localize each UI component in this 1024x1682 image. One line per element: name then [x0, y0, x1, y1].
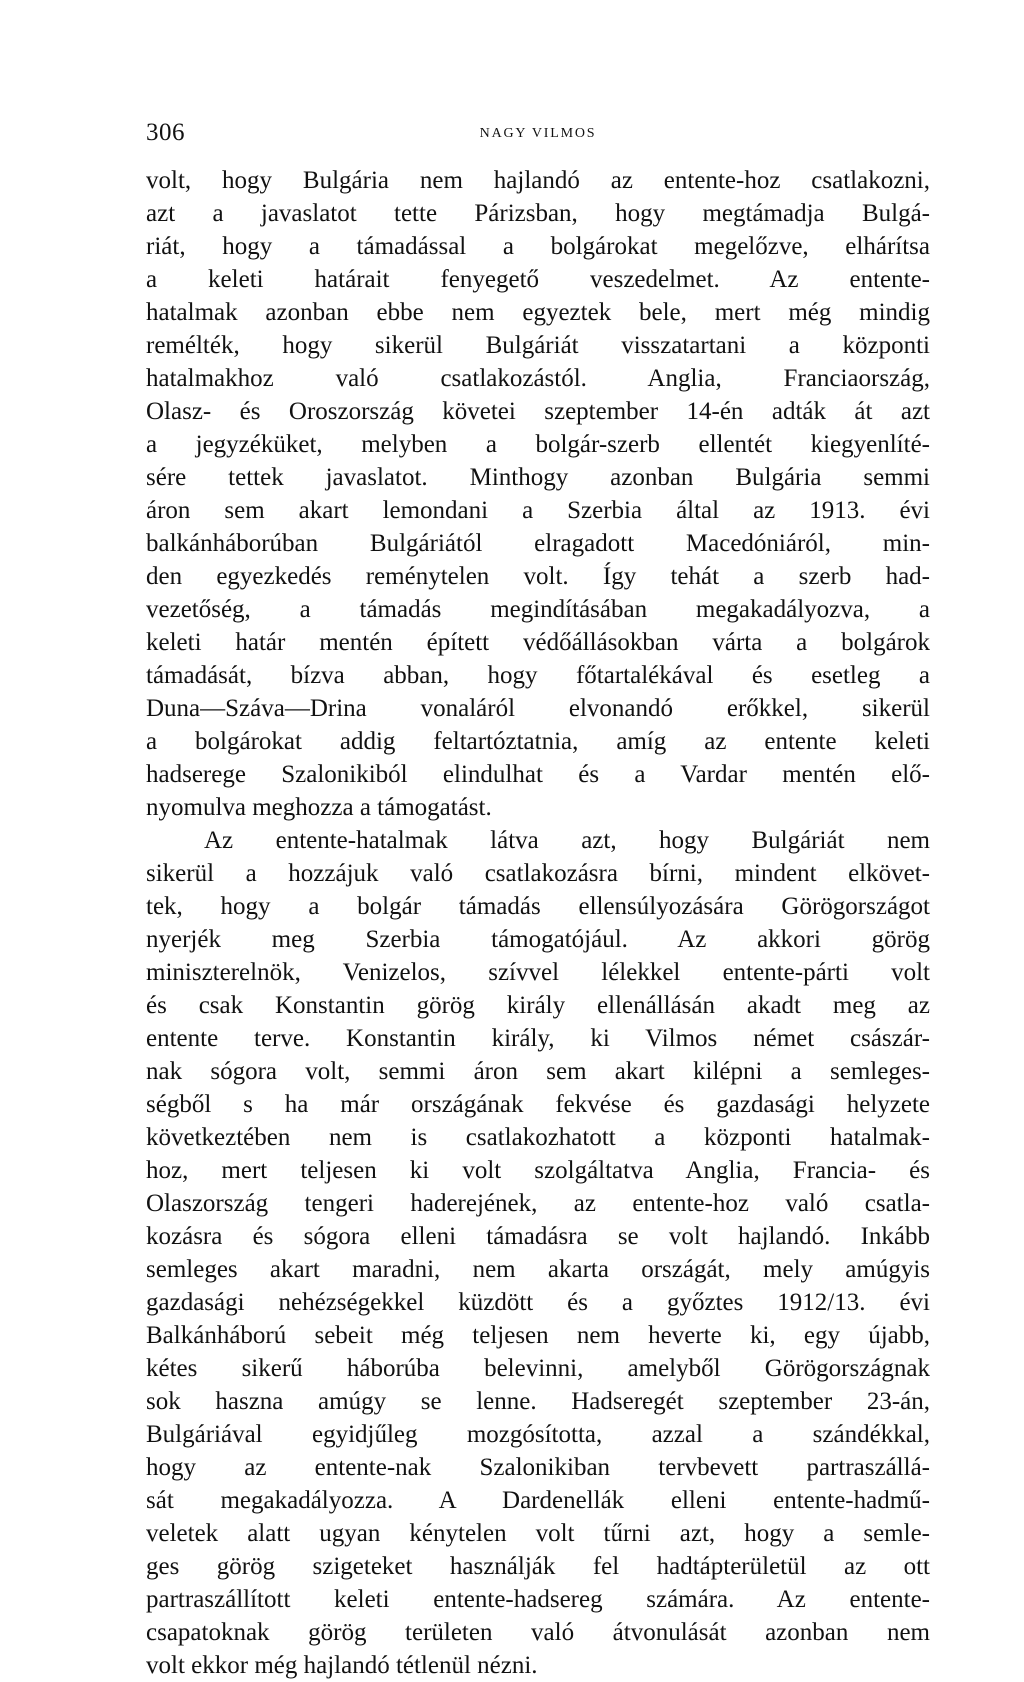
text-line: sére tettek javaslatot. Minthogy azonban Bulgária semmi [146, 464, 930, 491]
text-line: következtében nem is csatlakozhatott a központi hatalmak- [146, 1124, 930, 1151]
text-line: Olaszország tengeri haderejének, az entente-hoz való csatla- [146, 1190, 930, 1217]
text-line: csapatoknak görög területen való átvonulását azonban nem [146, 1619, 930, 1646]
text-line: gazdasági nehézségekkel küzdött és a győztes 1912/13. évi [146, 1289, 930, 1316]
running-title: NAGY VILMOS [479, 126, 597, 141]
text-line: hadserege Szalonikiból elindulhat és a Vardar mentén elő- [146, 761, 930, 788]
paragraph-2 [146, 824, 930, 1682]
text-line: a jegyzéküket, melyben a bolgár-szerb ellentét kiegyenlíté- [146, 431, 930, 458]
text-line: miniszterelnök, Venizelos, szívvel lélekkel entente-párti volt [146, 959, 930, 986]
text-line: Duna—Száva—Drina vonaláról elvonandó erőkkel, sikerül [146, 695, 930, 722]
text-line: kozásra és sógora elleni támadásra se volt hajlandó. Inkább [146, 1223, 930, 1250]
text-line: keleti határ mentén épített védőállásokban várta a bolgárok [146, 629, 930, 656]
text-line: partraszállított keleti entente-hadsereg számára. Az entente- [146, 1586, 930, 1613]
text-line: támadását, bízva abban, hogy főtartalékával és esetleg a [146, 662, 930, 689]
text-line: Balkánháború sebeit még teljesen nem heverte ki, egy újabb, [146, 1322, 930, 1349]
text-line: den egyezkedés reménytelen volt. Így tehát a szerb had- [146, 563, 930, 590]
text-line: azt a javaslatot tette Párizsban, hogy megtámadja Bulgá- [146, 200, 930, 227]
text-line: riát, hogy a támadással a bolgárokat megelőzve, elhárítsa [146, 233, 930, 260]
text-line: a keleti határait fenyegető veszedelmet. Az entente- [146, 266, 930, 293]
text-line: veletek alatt ugyan kénytelen volt tűrni azt, hogy a semle- [146, 1520, 930, 1547]
text-line: volt ekkor még hajlandó tétlenül nézni. [146, 1652, 538, 1679]
text-line: nyerjék meg Szerbia támogatójául. Az akkori görög [146, 926, 930, 953]
text-line: ges görög szigeteket használják fel hadtápterületül az ott [146, 1553, 930, 1580]
text-line: volt, hogy Bulgária nem hajlandó az entente-hoz csatlakozni, [146, 167, 930, 194]
text-line: semleges akart maradni, nem akarta országát, mely amúgyis [146, 1256, 930, 1283]
page-number: 306 [146, 119, 185, 146]
text-line: entente terve. Konstantin király, ki Vilmos német császár- [146, 1025, 930, 1052]
text-line: nyomulva meghozza a támogatást. [146, 794, 492, 821]
text-line: balkánháborúban Bulgáriától elragadott Macedóniáról, min- [146, 530, 930, 557]
text-line: Olasz- és Oroszország követei szeptember 14-én adták át azt [146, 398, 930, 425]
running-head [146, 118, 930, 152]
text-line: tek, hogy a bolgár támadás ellensúlyozására Görögországot [146, 893, 930, 920]
paragraph-1 [146, 164, 930, 824]
text-line: sát megakadályozza. A Dardenellák elleni entente-hadmű- [146, 1487, 930, 1514]
text-line: hogy az entente-nak Szalonikiban tervbevett partraszállá- [146, 1454, 930, 1481]
text-line: ségből s ha már országának fekvése és gazdasági helyzete [146, 1091, 930, 1118]
text-line: hatalmakhoz való csatlakozástól. Anglia, Franciaország, [146, 365, 930, 392]
text-line: áron sem akart lemondani a Szerbia által az 1913. évi [146, 497, 930, 524]
text-line: hatalmak azonban ebbe nem egyeztek bele, mert még mindig [146, 299, 930, 326]
text-line: sikerül a hozzájuk való csatlakozásra bírni, mindent elkövet- [146, 860, 930, 887]
text-line: vezetőség, a támadás megindításában megakadályozva, a [146, 596, 930, 623]
text-line: remélték, hogy sikerül Bulgáriát visszatartani a központi [146, 332, 930, 359]
text-line: kétes sikerű háborúba belevinni, amelyből Görögországnak [146, 1355, 930, 1382]
text-line: Az entente-hatalmak látva azt, hogy Bulgáriát nem [204, 827, 930, 854]
text-line: Bulgáriával egyidjűleg mozgósította, azzal a szándékkal, [146, 1421, 930, 1448]
text-line: hoz, mert teljesen ki volt szolgáltatva Anglia, Francia- és [146, 1157, 930, 1184]
text-line: és csak Konstantin görög király ellenállásán akadt meg az [146, 992, 930, 1019]
text-line: sok haszna amúgy se lenne. Hadseregét szeptember 23-án, [146, 1388, 930, 1415]
text-line: nak sógora volt, semmi áron sem akart kilépni a semleges- [146, 1058, 930, 1085]
text-line: a bolgárokat addig feltartóztatnia, amíg az entente keleti [146, 728, 930, 755]
body-text [146, 164, 930, 1682]
